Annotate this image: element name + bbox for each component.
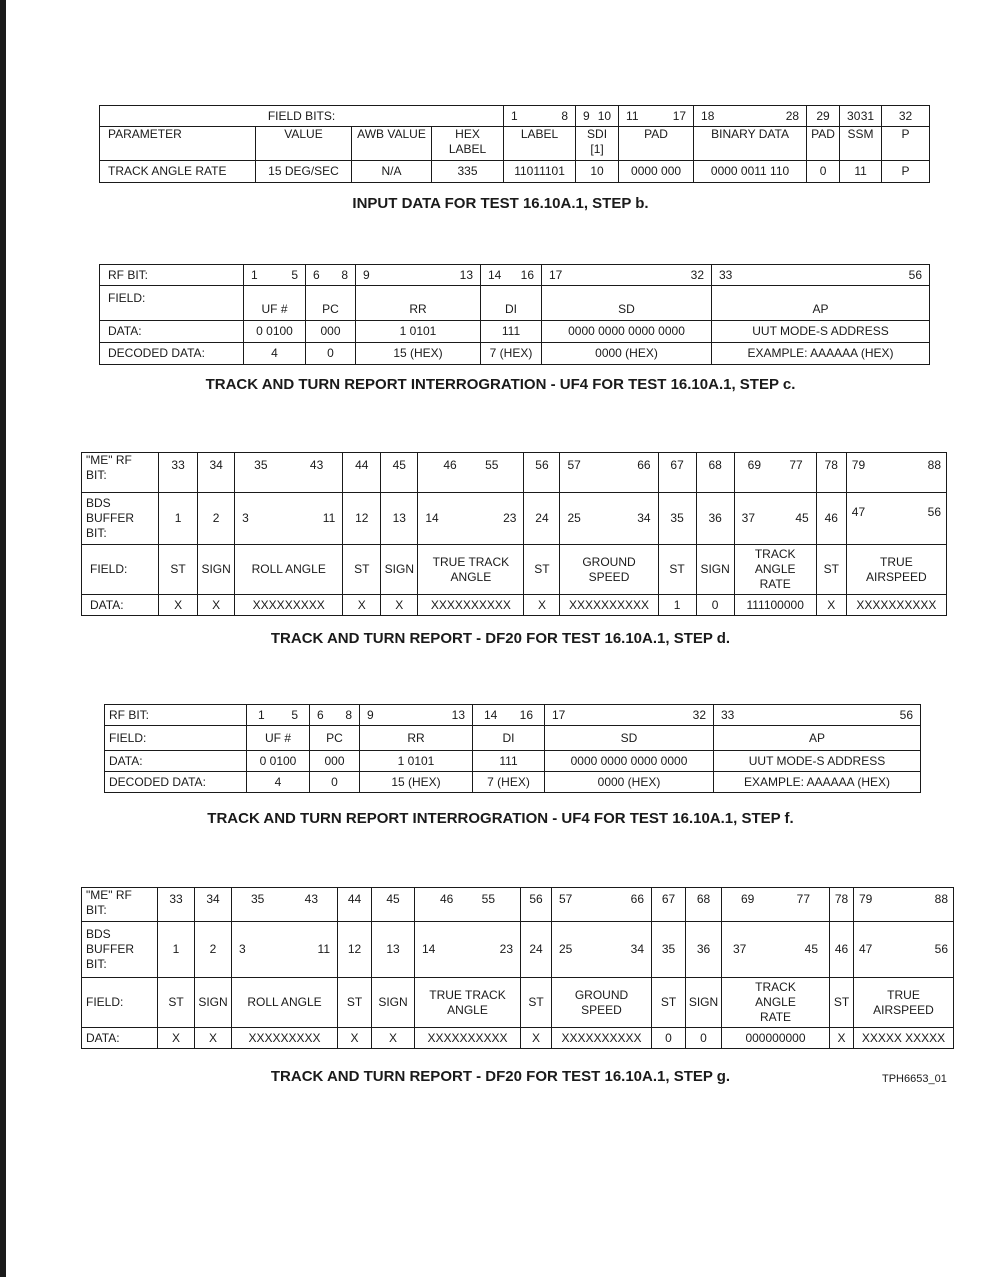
data-cell: N/A: [352, 161, 432, 183]
data-cell: X: [816, 595, 846, 616]
data-cell: X: [198, 595, 235, 616]
caption-step-d: TRACK AND TURN REPORT - DF20 FOR TEST 16.10A.1, STEP d.: [270, 630, 731, 647]
bit-cell: 46: [830, 922, 854, 978]
bit-cell: 33 56: [712, 265, 930, 286]
data-label: DATA:: [82, 1028, 158, 1049]
field-cell: SIGN: [381, 545, 418, 595]
bit-cell: 78: [816, 453, 846, 493]
bds-buffer-bit-label: BDS BUFFER BIT:: [82, 493, 159, 545]
data-cell: X: [159, 595, 198, 616]
bit-cell: 6 8: [306, 265, 356, 286]
bit-cell: 46 55: [418, 453, 524, 493]
field-cell: TRACK ANGLE RATE: [722, 978, 830, 1028]
field-label: FIELD:: [105, 726, 247, 751]
bit-cell: 2: [198, 493, 235, 545]
data-cell: 0000 0011 110: [694, 161, 807, 183]
data-cell: X: [524, 595, 560, 616]
field-cell: TRACK ANGLE RATE: [734, 545, 816, 595]
data-cell: 0 0100: [247, 751, 310, 772]
bits-sdi: 9 10: [576, 106, 619, 127]
field-cell: RR: [360, 726, 473, 751]
decoded-row: [105, 772, 921, 793]
field-cell: ST: [830, 978, 854, 1028]
bit-cell: 1 5: [244, 265, 306, 286]
bit-cell: 17 32: [545, 705, 714, 726]
data-cell: XXXXXXXXXX: [415, 1028, 521, 1049]
bit-cell: 1: [159, 493, 198, 545]
bit-cell: 25 34: [560, 493, 658, 545]
input-data-table: [99, 105, 930, 183]
bit-cell: 79 88: [846, 453, 946, 493]
field-cell: DI: [473, 726, 545, 751]
rf-bit-label: RF BIT:: [105, 705, 247, 726]
uf4-table-step-c: [99, 264, 930, 365]
field-cell: SD: [542, 286, 712, 321]
data-label: DATA:: [100, 321, 244, 343]
bit-cell: 67: [658, 453, 696, 493]
data-cell: 1 0101: [356, 321, 481, 343]
decoded-cell: 4: [244, 343, 306, 365]
caption-step-b: INPUT DATA FOR TEST 16.10A.1, STEP b.: [352, 195, 649, 212]
data-cell: 111: [481, 321, 542, 343]
data-cell: X: [343, 595, 381, 616]
bit-cell: 79 88: [854, 888, 954, 922]
field-cell: GROUND SPEED: [560, 545, 658, 595]
header-cell: PARAMETER: [100, 127, 256, 161]
field-cell: ST: [338, 978, 372, 1028]
me-rf-bit-row: [82, 453, 947, 493]
field-cell: ST: [159, 545, 198, 595]
decoded-row: [100, 343, 930, 365]
bit-cell: 33: [158, 888, 195, 922]
bit-cell: 47 56: [854, 922, 954, 978]
bit-cell: 35: [658, 493, 696, 545]
field-cell: AP: [714, 726, 921, 751]
me-rf-bit-label: "ME" RF BIT:: [82, 888, 158, 922]
header-cell: LABEL: [504, 127, 576, 161]
field-cell: SIGN: [195, 978, 232, 1028]
field-cell: ST: [816, 545, 846, 595]
data-cell: XXXXX XXXXX: [854, 1028, 954, 1049]
bit-cell: 14 16: [481, 265, 542, 286]
data-cell: 0000 000: [619, 161, 694, 183]
me-rf-bit-label: "ME" RF BIT:: [82, 453, 159, 493]
bit-cell: 13: [381, 493, 418, 545]
bit-cell: 12: [343, 493, 381, 545]
field-cell: TRUE TRACK ANGLE: [415, 978, 521, 1028]
field-cell: ROLL ANGLE: [232, 978, 338, 1028]
data-cell: 1: [658, 595, 696, 616]
bit-cell: 1 5: [247, 705, 310, 726]
bit-cell: 68: [696, 453, 734, 493]
data-cell: 11: [840, 161, 882, 183]
header-cell: SSM: [840, 127, 882, 161]
bds-buffer-bit-row: [82, 493, 947, 545]
bit-cell: 56: [524, 453, 560, 493]
field-bits-row: [100, 106, 930, 127]
data-cell: 15 DEG/SEC: [256, 161, 352, 183]
bit-cell: 12: [338, 922, 372, 978]
bit-cell: 14 23: [415, 922, 521, 978]
data-row: [82, 1028, 954, 1049]
rf-bit-row: [105, 705, 921, 726]
bit-cell: 1: [158, 922, 195, 978]
bit-cell: 6 8: [310, 705, 360, 726]
data-cell: X: [372, 1028, 415, 1049]
data-cell: X: [521, 1028, 552, 1049]
data-row: [100, 321, 930, 343]
data-cell: X: [381, 595, 418, 616]
bit-cell: 9 13: [356, 265, 481, 286]
bit-cell: 3 11: [232, 922, 338, 978]
bit-cell: 68: [686, 888, 722, 922]
header-cell: BINARY DATA: [694, 127, 807, 161]
data-cell: UUT MODE-S ADDRESS: [714, 751, 921, 772]
bit-cell: 36: [696, 493, 734, 545]
decoded-cell: 15 (HEX): [360, 772, 473, 793]
bit-cell: 35: [652, 922, 686, 978]
bit-cell: 47 56: [846, 493, 946, 545]
bit-cell: 3 11: [235, 493, 343, 545]
bit-cell: 67: [652, 888, 686, 922]
bit-cell: 33: [159, 453, 198, 493]
data-cell: X: [830, 1028, 854, 1049]
bit-cell: 69 77: [722, 888, 830, 922]
df20-table-step-g: [81, 887, 954, 1049]
decoded-cell: EXAMPLE: AAAAAA (HEX): [714, 772, 921, 793]
header-cell: VALUE: [256, 127, 352, 161]
data-cell: 111100000: [734, 595, 816, 616]
header-cell: HEX LABEL: [432, 127, 504, 161]
data-cell: XXXXXXXXX: [235, 595, 343, 616]
bit-cell: 13: [372, 922, 415, 978]
field-cell: TRUE AIRSPEED: [854, 978, 954, 1028]
data-cell: 0: [686, 1028, 722, 1049]
bit-cell: 33 56: [714, 705, 921, 726]
field-cell: SD: [545, 726, 714, 751]
bit-cell: 17 32: [542, 265, 712, 286]
bds-buffer-bit-row: [82, 922, 954, 978]
field-cell: UF #: [244, 286, 306, 321]
field-label: FIELD:: [82, 545, 159, 595]
decoded-cell: 0000 (HEX): [542, 343, 712, 365]
field-cell: TRUE TRACK ANGLE: [418, 545, 524, 595]
field-cell: ROLL ANGLE: [235, 545, 343, 595]
bit-cell: 45: [381, 453, 418, 493]
data-cell: P: [882, 161, 930, 183]
field-label: FIELD:: [100, 286, 244, 321]
field-cell: ST: [158, 978, 195, 1028]
bit-cell: 14 16: [473, 705, 545, 726]
field-cell: ST: [521, 978, 552, 1028]
header-cell: P: [882, 127, 930, 161]
header-cell: SDI [1]: [576, 127, 619, 161]
field-cell: ST: [343, 545, 381, 595]
field-cell: RR: [356, 286, 481, 321]
field-cell: UF #: [247, 726, 310, 751]
bit-cell: 34: [195, 888, 232, 922]
data-cell: 000000000: [722, 1028, 830, 1049]
data-cell: 000: [310, 751, 360, 772]
header-row: [100, 127, 930, 161]
data-cell: XXXXXXXXXX: [418, 595, 524, 616]
bits-p: 32: [882, 106, 930, 127]
decoded-cell: 15 (HEX): [356, 343, 481, 365]
bit-cell: 9 13: [360, 705, 473, 726]
bit-cell: 44: [338, 888, 372, 922]
field-row: [82, 978, 954, 1028]
bits-pad2: 29: [807, 106, 840, 127]
data-cell: 1 0101: [360, 751, 473, 772]
decoded-label: DECODED DATA:: [100, 343, 244, 365]
field-cell: TRUE AIRSPEED: [846, 545, 946, 595]
header-cell: PAD: [619, 127, 694, 161]
field-cell: ST: [658, 545, 696, 595]
data-row: [105, 751, 921, 772]
decoded-cell: 4: [247, 772, 310, 793]
field-cell: DI: [481, 286, 542, 321]
field-row: [82, 545, 947, 595]
data-cell: 000: [306, 321, 356, 343]
data-cell: X: [195, 1028, 232, 1049]
bit-cell: 44: [343, 453, 381, 493]
bds-buffer-bit-label: BDS BUFFER BIT:: [82, 922, 158, 978]
field-cell: GROUND SPEED: [552, 978, 652, 1028]
field-cell: ST: [652, 978, 686, 1028]
data-cell: XXXXXXXXX: [232, 1028, 338, 1049]
me-rf-bit-row: [82, 888, 954, 922]
data-label: DATA:: [82, 595, 159, 616]
decoded-cell: 0000 (HEX): [545, 772, 714, 793]
field-row: [105, 726, 921, 751]
field-cell: PC: [310, 726, 360, 751]
field-cell: SIGN: [686, 978, 722, 1028]
data-cell: XXXXXXXXXX: [552, 1028, 652, 1049]
data-cell: XXXXXXXXXX: [560, 595, 658, 616]
data-cell: 111: [473, 751, 545, 772]
header-cell: PAD: [807, 127, 840, 161]
data-cell: 0 0100: [244, 321, 306, 343]
data-cell: 0000 0000 0000 0000: [545, 751, 714, 772]
decoded-cell: 0: [310, 772, 360, 793]
decoded-cell: EXAMPLE: AAAAAA (HEX): [712, 343, 930, 365]
data-cell: X: [158, 1028, 195, 1049]
bit-cell: 57 66: [560, 453, 658, 493]
data-cell: 11011101: [504, 161, 576, 183]
bit-cell: 34: [198, 453, 235, 493]
field-cell: PC: [306, 286, 356, 321]
data-cell: XXXXXXXXXX: [846, 595, 946, 616]
data-cell: 0: [696, 595, 734, 616]
data-label: DATA:: [105, 751, 247, 772]
rf-bit-row: [100, 265, 930, 286]
bit-cell: 24: [524, 493, 560, 545]
caption-step-g: TRACK AND TURN REPORT - DF20 FOR TEST 16.10A.1, STEP g.: [270, 1068, 731, 1085]
data-cell: 10: [576, 161, 619, 183]
bit-cell: 14 23: [418, 493, 524, 545]
data-cell: UUT MODE-S ADDRESS: [712, 321, 930, 343]
field-cell: SIGN: [198, 545, 235, 595]
bit-cell: 35 43: [232, 888, 338, 922]
data-row: [100, 161, 930, 183]
decoded-cell: 7 (HEX): [473, 772, 545, 793]
data-cell: 0: [807, 161, 840, 183]
bit-cell: 45: [372, 888, 415, 922]
decoded-cell: 0: [306, 343, 356, 365]
caption-step-f: TRACK AND TURN REPORT INTERROGRATION - UF4 FOR TEST 16.10A.1, STEP f.: [207, 810, 794, 827]
field-bits-label: FIELD BITS:: [100, 106, 504, 127]
bits-ssm: 30 31: [840, 106, 882, 127]
figure-code: TPH6653_01: [882, 1073, 947, 1085]
data-cell: X: [338, 1028, 372, 1049]
bit-cell: 46 55: [415, 888, 521, 922]
uf4-table-step-f: [104, 704, 921, 793]
bit-cell: 25 34: [552, 922, 652, 978]
bit-cell: 56: [521, 888, 552, 922]
bit-cell: 57 66: [552, 888, 652, 922]
field-cell: SIGN: [372, 978, 415, 1028]
bit-cell: 35 43: [235, 453, 343, 493]
decoded-label: DECODED DATA:: [105, 772, 247, 793]
field-row: [100, 286, 930, 321]
bit-cell: 37 45: [722, 922, 830, 978]
bit-cell: 37 45: [734, 493, 816, 545]
bit-cell: 36: [686, 922, 722, 978]
field-cell: SIGN: [696, 545, 734, 595]
header-cell: AWB VALUE: [352, 127, 432, 161]
data-cell: 0: [652, 1028, 686, 1049]
data-cell: TRACK ANGLE RATE: [100, 161, 256, 183]
field-cell: ST: [524, 545, 560, 595]
data-cell: 0000 0000 0000 0000: [542, 321, 712, 343]
data-row: [82, 595, 947, 616]
caption-step-c: TRACK AND TURN REPORT INTERROGRATION - UF4 FOR TEST 16.10A.1, STEP c.: [205, 376, 796, 393]
bits-binary: 18 28: [694, 106, 807, 127]
bit-cell: 78: [830, 888, 854, 922]
field-cell: AP: [712, 286, 930, 321]
bits-label: 1 8: [504, 106, 576, 127]
bit-cell: 69 77: [734, 453, 816, 493]
bit-cell: 46: [816, 493, 846, 545]
decoded-cell: 7 (HEX): [481, 343, 542, 365]
bit-cell: 24: [521, 922, 552, 978]
bit-cell: 2: [195, 922, 232, 978]
rf-bit-label: RF BIT:: [100, 265, 244, 286]
field-label: FIELD:: [82, 978, 158, 1028]
bits-pad: 11 17: [619, 106, 694, 127]
df20-table-step-d: [81, 452, 947, 616]
data-cell: 335: [432, 161, 504, 183]
